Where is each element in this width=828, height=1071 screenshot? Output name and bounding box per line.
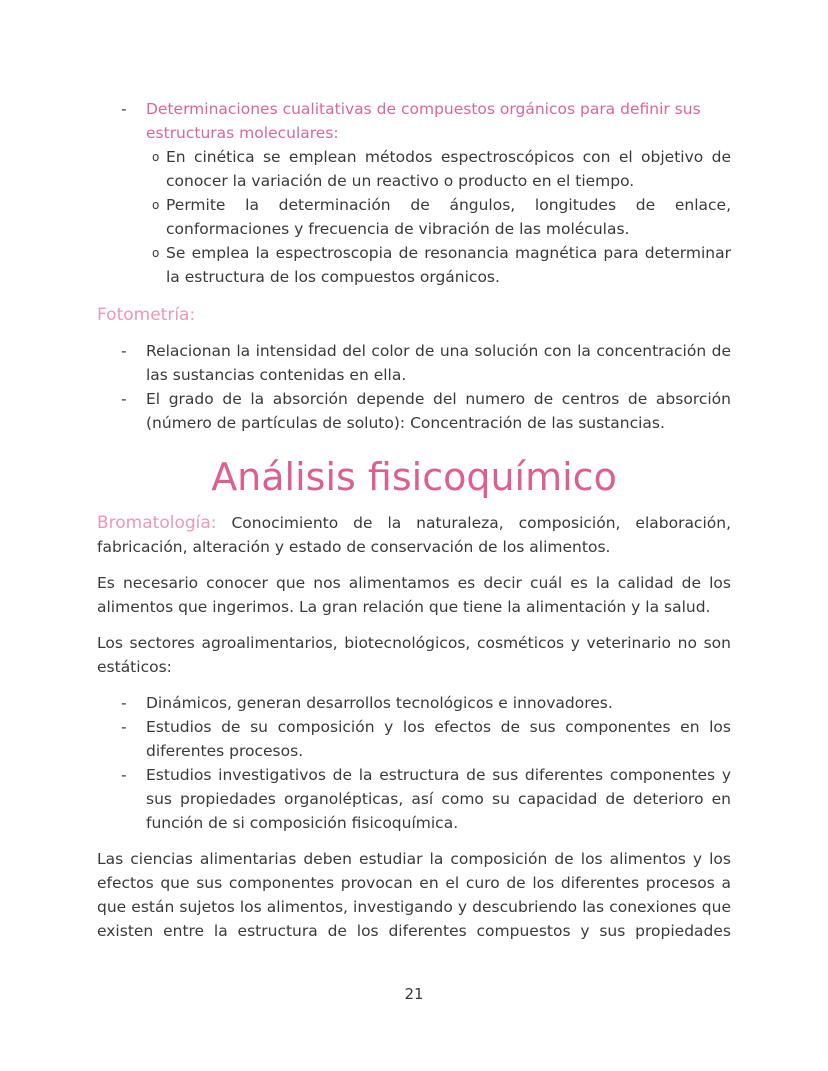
fotometria-list [97, 339, 731, 435]
page-number: 21 [404, 985, 424, 1003]
cualitativas-list [97, 97, 731, 289]
cualitativas-heading: Determinaciones cualitativas de compuestos orgánicos para definir sus estructuras moleculares: [146, 100, 701, 142]
cualitativas-sublist [146, 145, 731, 289]
bromatologia-label: Bromatología: [97, 513, 217, 533]
list-item: - El grado de la absorción depende del numero de centros de absorción (número de partículas de soluto): Concentración de las sustancias. [97, 387, 731, 435]
fotometria-heading: Fotometría: [97, 305, 196, 325]
paragraph-ciencias: Las ciencias alimentarias deben estudiar la composición de los alimentos y los efectos que sus componentes provocan en el curo de los diferentes procesos a que están sujetos los alimentos, investigando y descubriendo las conexiones que existen entre la estructura de los diferentes compuestos y sus propiedades [97, 850, 731, 940]
list-item: - Estudios investigativos de la estructura de sus diferentes componentes y sus propiedades organolépticas, así como su capacidad de deterioro en función de si composición fisicoquímica. [97, 763, 731, 835]
list-item: - Relacionan la intensidad del color de una solución con la concentración de las sustancias contenidas en ella. [97, 339, 731, 387]
bromatologia-paragraph [97, 511, 731, 559]
list-item [97, 97, 731, 289]
paragraph-sectores: Los sectores agroalimentarios, biotecnológicos, cosméticos y veterinario no son estáticos: [97, 634, 731, 676]
list-item: - Estudios de su composición y los efectos de sus componentes en los diferentes procesos. [97, 715, 731, 763]
sectores-list [97, 691, 731, 835]
page-content [97, 97, 731, 943]
section-title: Análisis fisicoquímico [211, 455, 617, 499]
list-item: - Dinámicos, generan desarrollos tecnológicos e innovadores. [97, 691, 731, 715]
bromatologia-text: Conocimiento de la naturaleza, composición, elaboración, fabricación, alteración y estado de conservación de los alimentos. [97, 514, 731, 556]
sub-list-item: o Permite la determinación de ángulos, longitudes de enlace, conformaciones y frecuencia de vibración de las moléculas. [146, 193, 731, 241]
sub-list-item: o En cinética se emplean métodos espectroscópicos con el objetivo de conocer la variación de un reactivo o producto en el tiempo. [146, 145, 731, 193]
paragraph-alimentacion: Es necesario conocer que nos alimentamos es decir cuál es la calidad de los alimentos que ingerimos. La gran relación que tiene la alimentación y la salud. [97, 574, 731, 616]
sub-list-item: o Se emplea la espectroscopia de resonancia magnética para determinar la estructura de los compuestos orgánicos. [146, 241, 731, 289]
